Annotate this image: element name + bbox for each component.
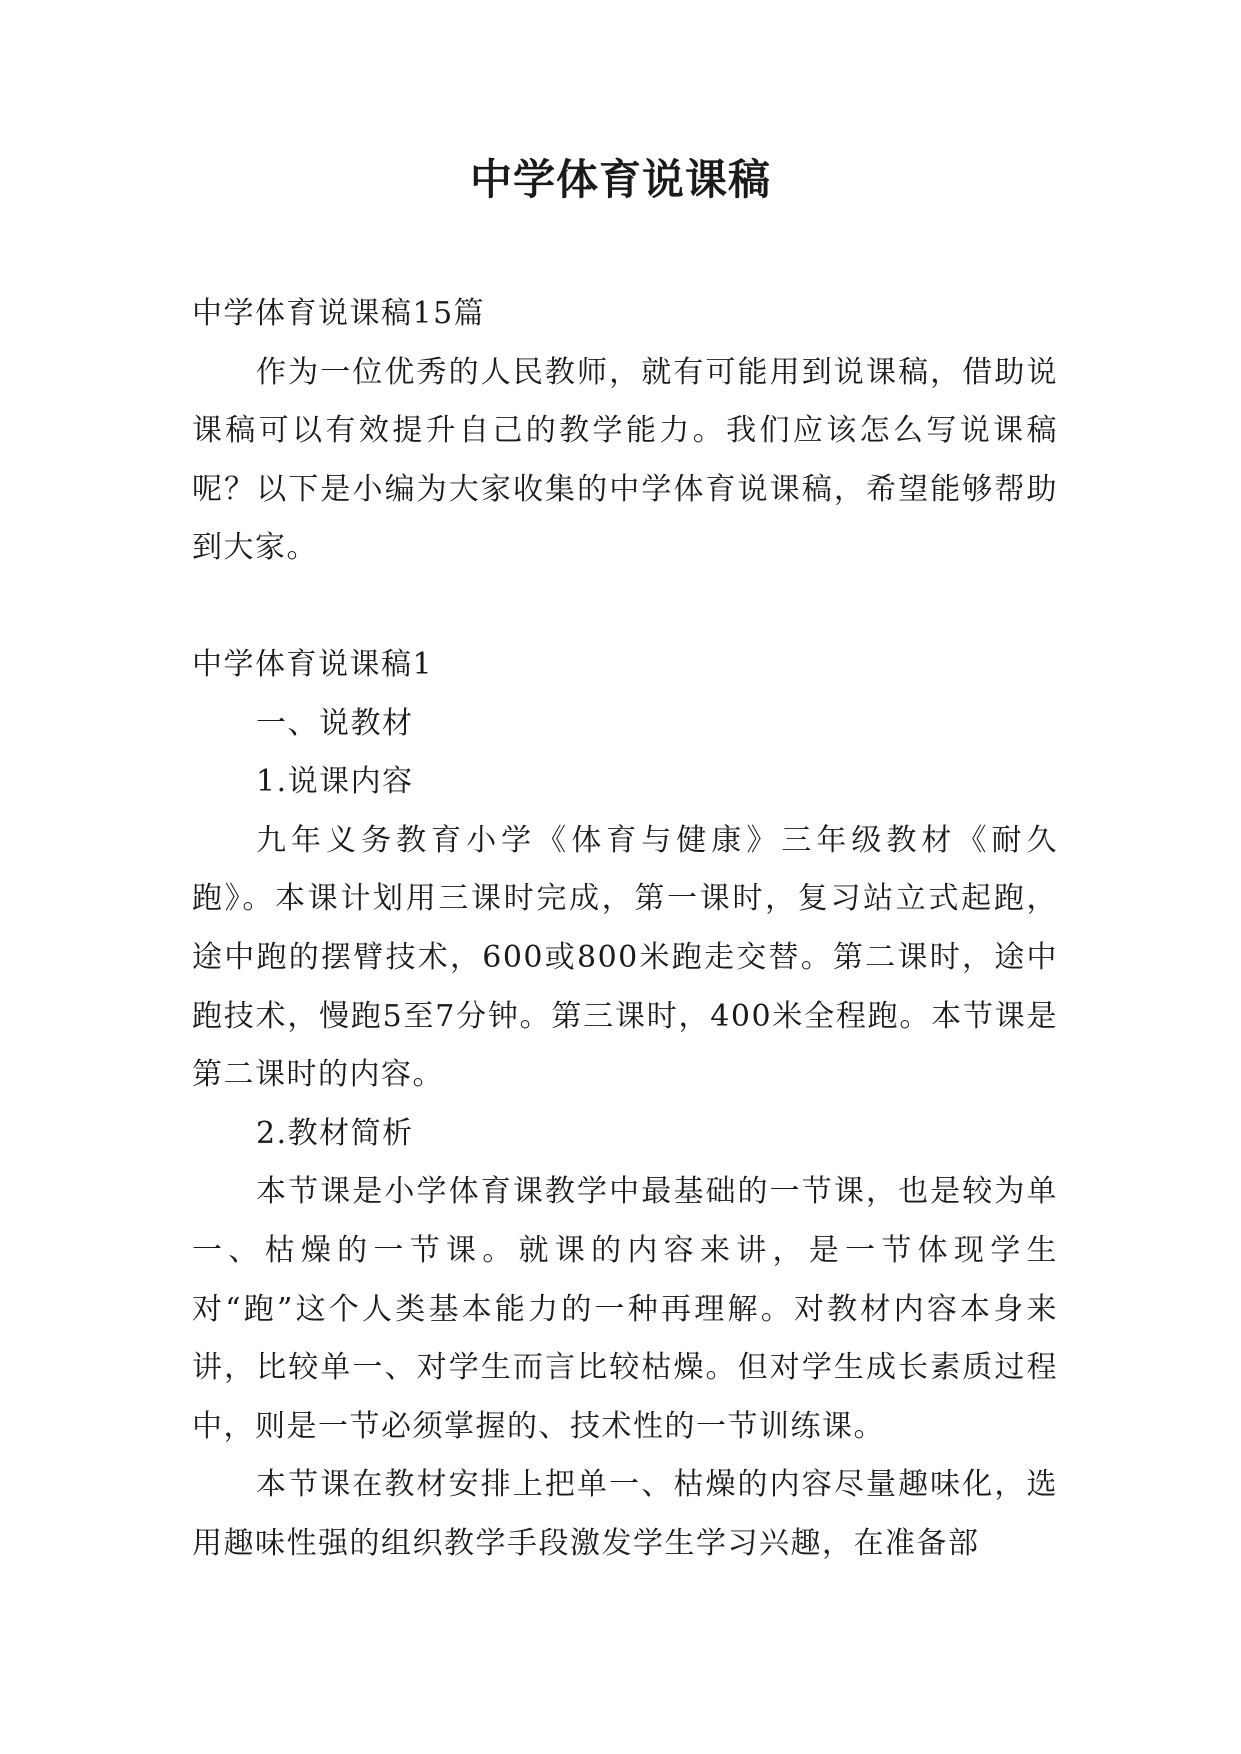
document-body [192, 285, 1058, 1573]
analysis-paragraph-2: 本节课在教材安排上把单一、枯燥的内容尽量趣味化，选用趣味性强的组织教学手段激发学生学习兴趣，在准备部 [192, 1467, 1058, 1561]
intro-paragraph: 作为一位优秀的人民教师，就有可能用到说课稿，借助说课稿可以有效提升自己的教学能力。我们应该怎么写说课稿呢？以下是小编为大家收集的中学体育说课稿，希望能够帮助到大家。 [192, 354, 1058, 566]
section-heading: 中学体育说课稿1 [192, 646, 434, 682]
paragraph-gap [192, 578, 1058, 636]
analysis-paragraph-1: 本节课是小学体育课教学中最基础的一节课，也是较为单一、枯燥的一节课。就课的内容来讲，是一节体现学生对“跑”这个人类基本能力的一种再理解。对教材内容本身来讲，比较单一、对学生而言比较枯燥。但对学生成长素质过程中，则是一节必须掌握的、技术性的一节训练课。 [192, 1174, 1058, 1444]
document-title: 中学体育说课稿 [469, 155, 771, 204]
document-subtitle: 中学体育说课稿15篇 [192, 296, 486, 331]
item-heading-analysis: 2.教材简析 [256, 1115, 414, 1151]
item-heading-content: 1.说课内容 [256, 764, 414, 800]
part-heading: 一、说教材 [256, 705, 414, 741]
content-paragraph: 九年义务教育小学《体育与健康》三年级教材《耐久跑》。本课计划用三课时完成，第一课时，复习站立式起跑，途中跑的摆臂技术，600或800米跑走交替。第二课时，途中跑技术，慢跑5至7分钟。第三课时，400米全程跑。本节课是第二课时的内容。 [192, 822, 1058, 1093]
